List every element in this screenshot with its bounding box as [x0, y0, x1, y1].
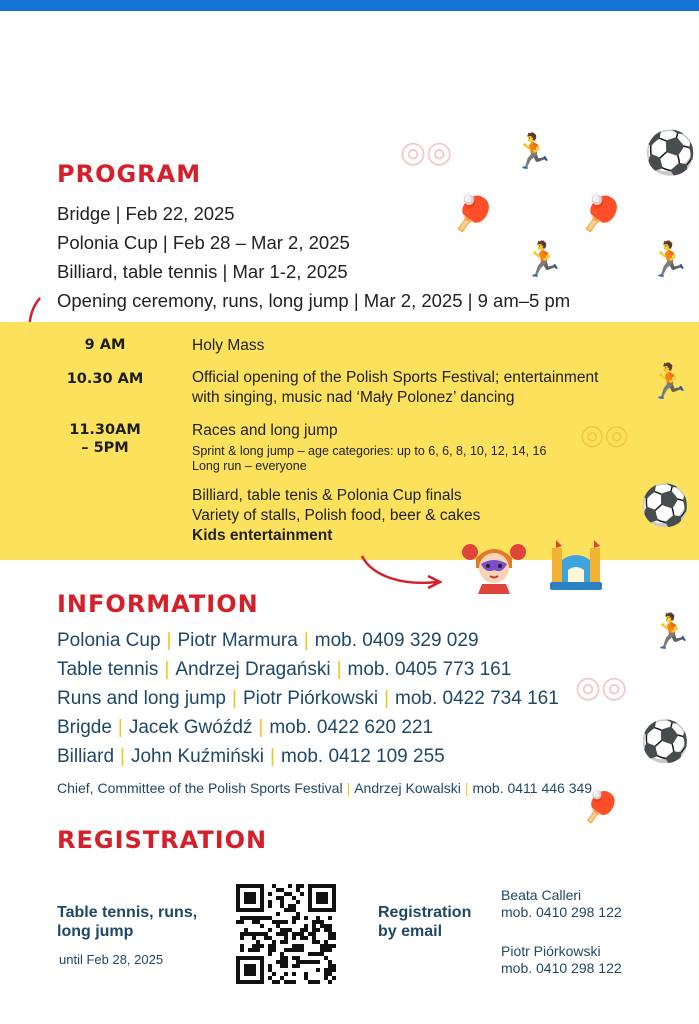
runner-icon: 🏃 — [648, 240, 691, 280]
schedule-time: 10.30 AM — [66, 371, 144, 387]
email-label-line: by email — [378, 923, 443, 940]
curved-arrow-icon — [358, 552, 448, 592]
girl-face-paint-icon — [462, 538, 526, 594]
schedule-event: with singing, music nad ‘Mały Polonez’ dancing — [192, 389, 515, 406]
qr-code[interactable] — [236, 884, 336, 984]
email-contact-name: Piotr Piórkowski — [501, 943, 601, 959]
qr-label-line: long jump — [57, 923, 134, 940]
football-icon: ⚽ — [640, 483, 690, 529]
chief-contact-row: Chief, Committee of the Polish Sports Festival | Andrzej Kowalski | mob. 0411 446 349 — [57, 780, 593, 796]
contact-name: Andrzej Dragański — [175, 659, 331, 680]
information-title: INFORMATION — [57, 590, 259, 618]
contact-row: Brigde | Jacek Gwóźdź | mob. 0422 620 221 — [57, 717, 434, 738]
chief-name: Andrzej Kowalski — [354, 780, 461, 796]
schedule-time: 9 AM — [84, 337, 126, 353]
chief-phone: mob. 0411 446 349 — [472, 780, 593, 796]
registration-title: REGISTRATION — [57, 826, 268, 854]
contact-event: Billiard — [57, 746, 115, 767]
contact-row: Billiard | John Kuźmiński | mob. 0412 109 255 — [57, 746, 445, 767]
schedule-event-detail: Sprint & long jump – age categories: up to 6, 6, 8, 10, 12, 14, 16 — [192, 444, 547, 458]
contact-phone: mob. 0409 329 029 — [314, 630, 479, 651]
registration-deadline: until Feb 28, 2025 — [59, 952, 164, 967]
billiard-balls-icon: ◎◎ — [575, 670, 628, 705]
contact-phone: mob. 0405 773 161 — [347, 659, 512, 680]
email-contact-phone: mob. 0410 298 122 — [501, 960, 622, 976]
contact-row: Runs and long jump | Piotr Piórkowski | mob. 0422 734 161 — [57, 688, 559, 709]
contact-event: Runs and long jump — [57, 688, 226, 709]
billiard-balls-icon: ◎◎ — [400, 135, 453, 170]
qr-label-line: Table tennis, runs, — [57, 904, 198, 921]
schedule-event: Billiard, table tenis & Polonia Cup finals — [192, 487, 462, 504]
schedule-event-highlight: Kids entertainment — [192, 527, 333, 544]
schedule-event-detail: Long run – everyone — [192, 459, 307, 473]
email-label-line: Registration — [378, 904, 472, 921]
email-contact — [501, 887, 622, 921]
schedule-event: Variety of stalls, Polish food, beer & cakes — [192, 507, 481, 524]
email-contact-name: Beata Calleri — [501, 887, 582, 903]
runner-icon: 🏃 — [522, 240, 565, 280]
runner-icon: 🏃 — [512, 132, 555, 172]
contact-row: Polonia Cup | Piotr Marmura | mob. 0409 329 029 — [57, 630, 479, 651]
schedule-time: 11.30AM — [69, 422, 141, 438]
top-bar — [0, 0, 699, 11]
email-contact — [501, 943, 622, 977]
schedule-event: Holy Mass — [192, 337, 265, 354]
contact-name: John Kuźmiński — [130, 746, 265, 767]
contact-name: Jacek Gwóźdź — [128, 717, 253, 738]
runner-icon: 🏃 — [650, 612, 693, 652]
contact-event: Polonia Cup — [57, 630, 161, 651]
email-registration-label — [378, 903, 471, 941]
program-title: PROGRAM — [57, 160, 202, 188]
schedule-time: – 5PM — [81, 440, 129, 456]
schedule-event: Races and long jump — [192, 422, 338, 439]
contact-phone: mob. 0422 620 221 — [269, 717, 434, 738]
contact-event: Table tennis — [57, 659, 159, 680]
ping-pong-icon: 🏓 — [452, 194, 495, 234]
runner-icon: 🏃 — [648, 362, 691, 402]
contact-event: Brigde — [57, 717, 112, 738]
email-contact-phone: mob. 0410 298 122 — [501, 904, 622, 920]
football-icon: ⚽ — [644, 128, 697, 177]
qr-registration-label — [57, 903, 197, 941]
bouncy-castle-icon — [548, 536, 604, 592]
football-icon: ⚽ — [640, 719, 690, 765]
program-line: Billiard, table tennis | Mar 1-2, 2025 — [57, 261, 348, 282]
contact-name: Piotr Piórkowski — [242, 688, 379, 709]
program-line: Polonia Cup | Feb 28 – Mar 2, 2025 — [57, 232, 350, 253]
chief-role: Chief, Committee of the Polish Sports Festival — [57, 780, 343, 796]
program-line: Opening ceremony, runs, long jump | Mar 2, 2025 | 9 am–5 pm — [57, 290, 571, 311]
ping-pong-icon: 🏓 — [582, 790, 620, 825]
contact-row: Table tennis | Andrzej Dragański | mob. 0405 773 161 — [57, 659, 512, 680]
contact-phone: mob. 0412 109 255 — [280, 746, 445, 767]
contact-name: Piotr Marmura — [177, 630, 298, 651]
schedule-event: Official opening of the Polish Sports Festival; entertainment — [192, 369, 599, 386]
billiard-balls-icon: ◎◎ — [580, 418, 629, 451]
contact-phone: mob. 0422 734 161 — [395, 688, 559, 709]
program-line: Bridge | Feb 22, 2025 — [57, 203, 235, 224]
ping-pong-icon: 🏓 — [580, 194, 623, 234]
